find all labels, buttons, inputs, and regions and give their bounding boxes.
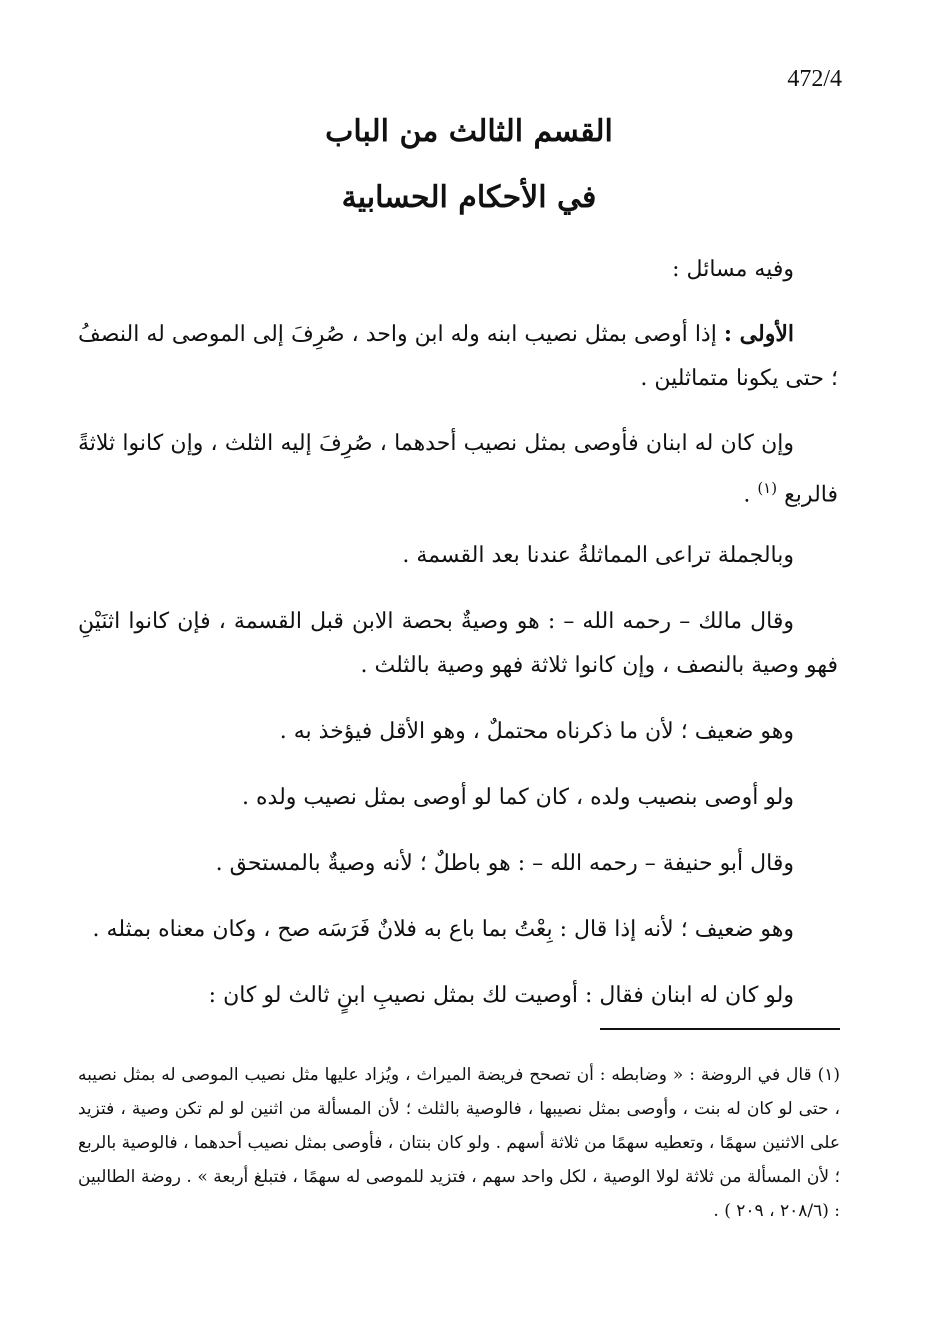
- section-title: القسم الثالث من الباب: [325, 114, 613, 149]
- issue-label: الأولى :: [723, 321, 795, 347]
- paragraph-text: وإن كان له ابنان فأوصى بمثل نصيب أحدهما ، صُرِفَ إليه الثلث ، وإن كانوا ثلاثةً فالربع: [78, 431, 838, 508]
- paragraph-summary: وبالجملة تراعى المماثلةُ عندنا بعد القسمة .: [402, 543, 794, 568]
- paragraph-weak-reply-2: وهو ضعيف ؛ لأنه إذا قال : بِعْتُ بما باع به فلانٌ فَرَسَه صح ، وكان معناه بمثله .: [92, 917, 794, 942]
- footnote: (١) قال في الروضة : « وضابطه : أن تصحح فريضة الميراث ، ويُزاد عليها مثل نصيب الموصى له بمثل نصيبه ، حتى لو كان له بنت ، وأوصى بمثل نصيبها ، فالوصية بالثلث ؛ لأن المسألة من اثنين لو لم تكن وصية ، فتزيد على الاثنين سهمًا ، وتعطيه سهمًا من ثلاثة أسهم . ولو كان بنتان ، فأوصى بمثل نصيب أحدهما ، فالوصية بالربع ؛ لأن المسألة من ثلاثة لولا الوصية ، لكل واحد سهم ، فتزيد للموصى له سهمًا ، فتبلغ أربعة » . روضة الطالبين : (٢٠٨/٦ ، ٢٠٩ ) .: [78, 1065, 840, 1221]
- paragraph-text: إذا أوصى بمثل نصيب ابنه وله ابن واحد ، صُرِفَ إلى الموصى له النصفُ ؛ حتى يكونا متماثلين .: [78, 322, 838, 391]
- footnote-divider: [600, 1028, 840, 1030]
- paragraph-weak-reply: وهو ضعيف ؛ لأن ما ذكرناه محتملٌ ، وهو الأقل فيؤخذ به .: [279, 719, 794, 744]
- intro-paragraph: وفيه مسائل :: [672, 257, 794, 282]
- section-subtitle: في الأحكام الحسابية: [341, 180, 597, 215]
- paragraph-malik-opinion: وقال مالك – رحمه الله – : هو وصيةٌ بحصة الابن قبل القسمة ، فإن كانوا اثنَيْنِ فهو وصية بالنصف ، وإن كانوا ثلاثة فهو وصية بالثلث .: [78, 609, 838, 678]
- paragraph-first-issue: [78, 312, 838, 401]
- paragraph-end: .: [743, 482, 758, 508]
- page-number: 472/4: [787, 66, 842, 92]
- footnote-reference: (١): [757, 479, 778, 497]
- paragraph-two-sons: [78, 422, 838, 517]
- paragraph-child-share: ولو أوصى بنصيب ولده ، كان كما لو أوصى بمثل نصيب ولده .: [242, 785, 794, 810]
- paragraph-third-son: ولو كان له ابنان فقال : أوصيت لك بمثل نصيبِ ابنٍ ثالث لو كان :: [208, 983, 794, 1008]
- paragraph-abu-hanifa-opinion: وقال أبو حنيفة – رحمه الله – : هو باطلٌ ؛ لأنه وصيةٌ بالمستحق .: [215, 851, 794, 876]
